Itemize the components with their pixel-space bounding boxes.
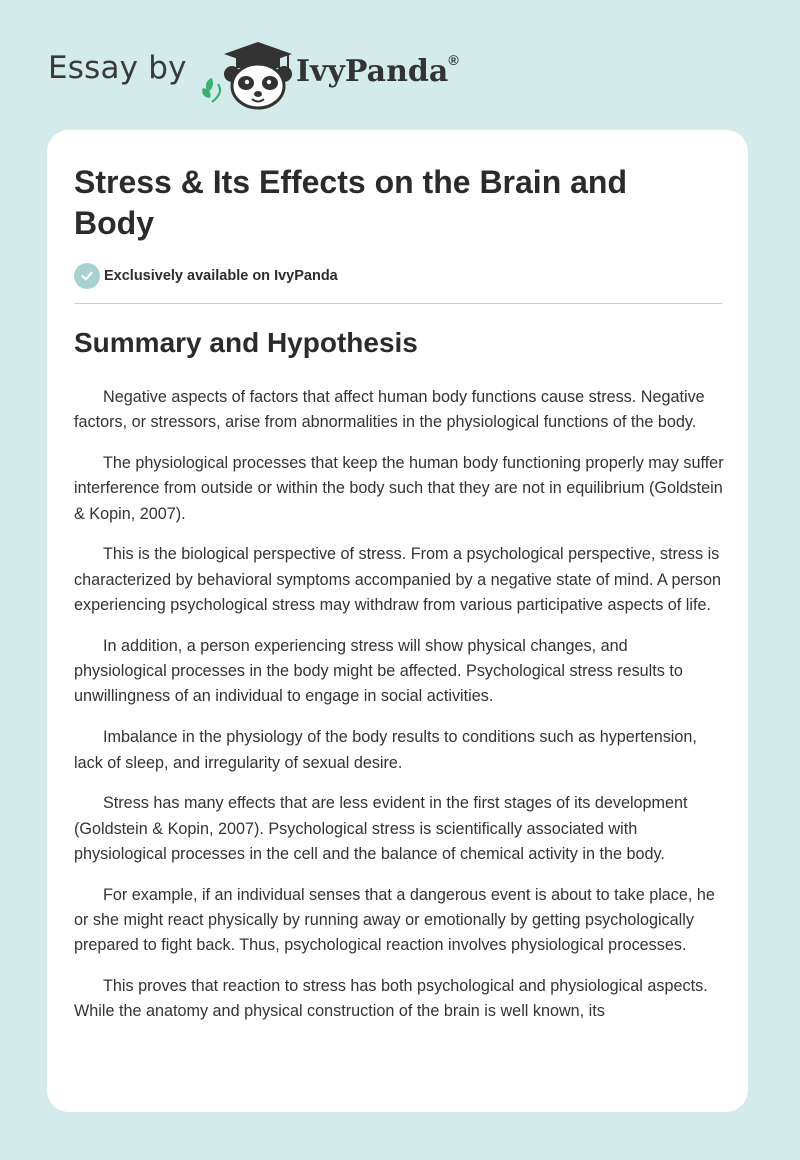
essay-body bbox=[74, 385, 724, 1040]
paragraph: Negative aspects of factors that affect human body functions cause stress. Negative factors, or stressors, arise from abnormalities in the physiological functions of the body. bbox=[74, 388, 705, 432]
exclusive-badge bbox=[74, 263, 338, 289]
paragraph: This proves that reaction to stress has both psychological and physiological aspects. While the anatomy and physical construction of the brain is well known, its bbox=[74, 977, 708, 1021]
divider bbox=[74, 303, 722, 304]
paragraph: This is the biological perspective of stress. From a psychological perspective, stress is characterized by behavioral symptoms accompanied by a negative state of mind. A person experiencing psychological stress may withdraw from various participative aspects of life. bbox=[74, 545, 721, 615]
leaf-icon bbox=[202, 78, 220, 102]
site-header bbox=[48, 36, 468, 112]
brand-name[interactable] bbox=[296, 54, 459, 89]
paragraph: Imbalance in the physiology of the body results to conditions such as hypertension, lack of sleep, and irregularity of sexual desire. bbox=[74, 728, 697, 772]
essay-by-label: Essay by bbox=[48, 50, 187, 86]
page-title: Stress & Its Effects on the Brain and Body bbox=[74, 164, 628, 241]
essay-card bbox=[47, 130, 748, 1112]
paragraph: The physiological processes that keep the human body functioning properly may suffer interference from outside or within the body such that they are not in equilibrium (Goldstein & Kopin, 2007). bbox=[74, 454, 724, 523]
paragraph: For example, if an individual senses that a dangerous event is about to take place, he or she might react physically by running away or emotionally by getting psychologically prepared to fight back. Thus, psychological reaction involves physiological processes. bbox=[74, 885, 715, 955]
check-circle-icon bbox=[74, 263, 100, 289]
paragraph: Stress has many effects that are less evident in the first stages of its development (Goldstein & Kopin, 2007). Psychological stress is scientifically associated with physiological processes in the cell and the balance of chemical activity in the body. bbox=[74, 794, 688, 863]
badge-text: Exclusively available on IvyPanda bbox=[104, 268, 338, 284]
registered-mark: ® bbox=[448, 52, 459, 68]
section-heading: Summary and Hypothesis bbox=[74, 327, 418, 358]
paragraph: In addition, a person experiencing stress will show physical changes, and physiological processes in the body might be affected. Psychological stress results to unwillingness of an individual to engage in social activities. bbox=[74, 636, 683, 706]
brand-name-text: IvyPanda bbox=[296, 54, 449, 89]
panda-graduate-logo-icon[interactable] bbox=[200, 36, 296, 110]
